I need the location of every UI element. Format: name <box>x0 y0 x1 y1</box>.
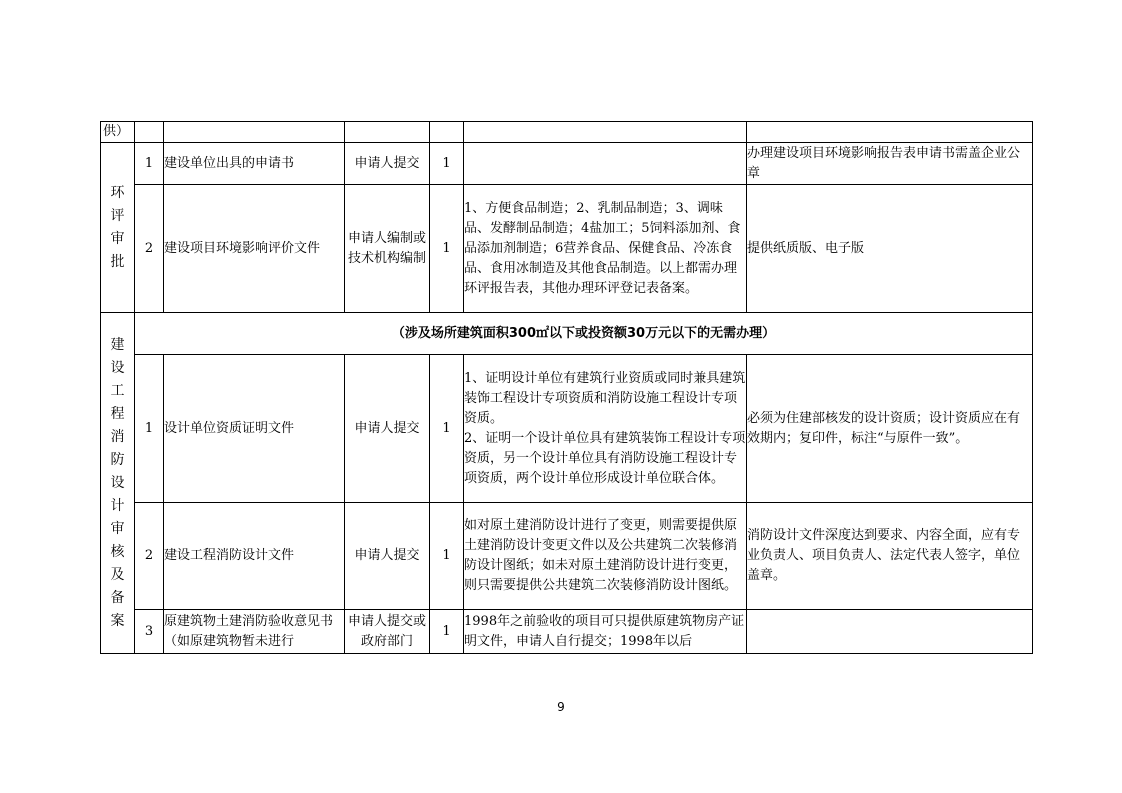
description: 如对原土建消防设计进行了变更，则需要提供原土建消防设计变更文件以及公共建筑二次装修消防设计图纸；如未对原土建消防设计进行变更，则只需要提供公共建筑二次装修消防设计图纸。 <box>464 503 747 610</box>
remark: 消防设计文件深度达到要求、内容全面，应有专业负责人、项目负责人、法定代表人签字，单位盖章。 <box>747 503 1033 610</box>
row-number: 2 <box>135 185 164 313</box>
submitter: 申请人提交 <box>345 143 430 185</box>
description <box>464 355 747 503</box>
table-row <box>101 185 1033 313</box>
table-row <box>101 143 1033 185</box>
description <box>464 143 747 185</box>
copies: 1 <box>430 503 464 610</box>
description-line: 2、证明一个设计单位具有建筑装饰工程设计专项资质，另一个设计单位具有消防设施工程设计专项资质，两个设计单位形成设计单位联合体。 <box>464 430 746 486</box>
row-number: 2 <box>135 503 164 610</box>
description: 1、方便食品制造；2、乳制品制造；3、调味品、发酵制品制造；4盐加工；5饲料添加剂、食品添加剂制造；6营养食品、保健食品、冷冻食品、食用冰制造及其他食品制造。以上都需办理环评报告表，其他办理环评登记表备案。 <box>464 185 747 313</box>
copies: 1 <box>430 185 464 313</box>
table-row <box>101 503 1033 610</box>
section-label-eia: 环评审批 <box>101 143 135 313</box>
table-row <box>101 610 1033 654</box>
material-name: 原建筑物土建消防验收意见书（如原建筑物暂未进行 <box>164 610 345 654</box>
submitter: 申请人提交或政府部门 <box>345 610 430 654</box>
remark: 提供纸质版、电子版 <box>747 185 1033 313</box>
copies: 1 <box>430 143 464 185</box>
material-name: 建设工程消防设计文件 <box>164 503 345 610</box>
row-number: 1 <box>135 355 164 503</box>
remark <box>747 610 1033 654</box>
submitter: 申请人编制或技术机构编制 <box>345 185 430 313</box>
description: 1998年之前验收的项目可只提供原建筑物房产证明文件，申请人自行提交；1998年以后 <box>464 610 747 654</box>
remark: 办理建设项目环境影响报告表申请书需盖企业公章 <box>747 143 1033 185</box>
material-name: 设计单位资质证明文件 <box>164 355 345 503</box>
row-number: 1 <box>135 143 164 185</box>
table-row <box>101 355 1033 503</box>
description-line: 1、证明设计单位有建筑行业资质或同时兼具建筑装饰工程设计专项资质和消防设施工程设计专项资质。 <box>464 370 746 426</box>
section-banner-row <box>101 313 1033 355</box>
page-number: 9 <box>557 700 565 714</box>
section-label-fire: 建设工程消防设计审核及备案 <box>101 313 135 654</box>
row-number: 3 <box>135 610 164 654</box>
carry-over-row <box>101 122 1033 143</box>
submitter: 申请人提交 <box>345 355 430 503</box>
copies: 1 <box>430 355 464 503</box>
section-banner: （涉及场所建筑面积300㎡以下或投资额30万元以下的无需办理） <box>135 313 1033 355</box>
material-name: 建设项目环境影响评价文件 <box>164 185 345 313</box>
copies: 1 <box>430 610 464 654</box>
submitter: 申请人提交 <box>345 503 430 610</box>
carry-over-section: 供） <box>101 122 135 143</box>
material-name: 建设单位出具的申请书 <box>164 143 345 185</box>
requirements-table <box>100 121 1033 654</box>
remark: 必须为住建部核发的设计资质；设计资质应在有效期内；复印件，标注“与原件一致”。 <box>747 355 1033 503</box>
